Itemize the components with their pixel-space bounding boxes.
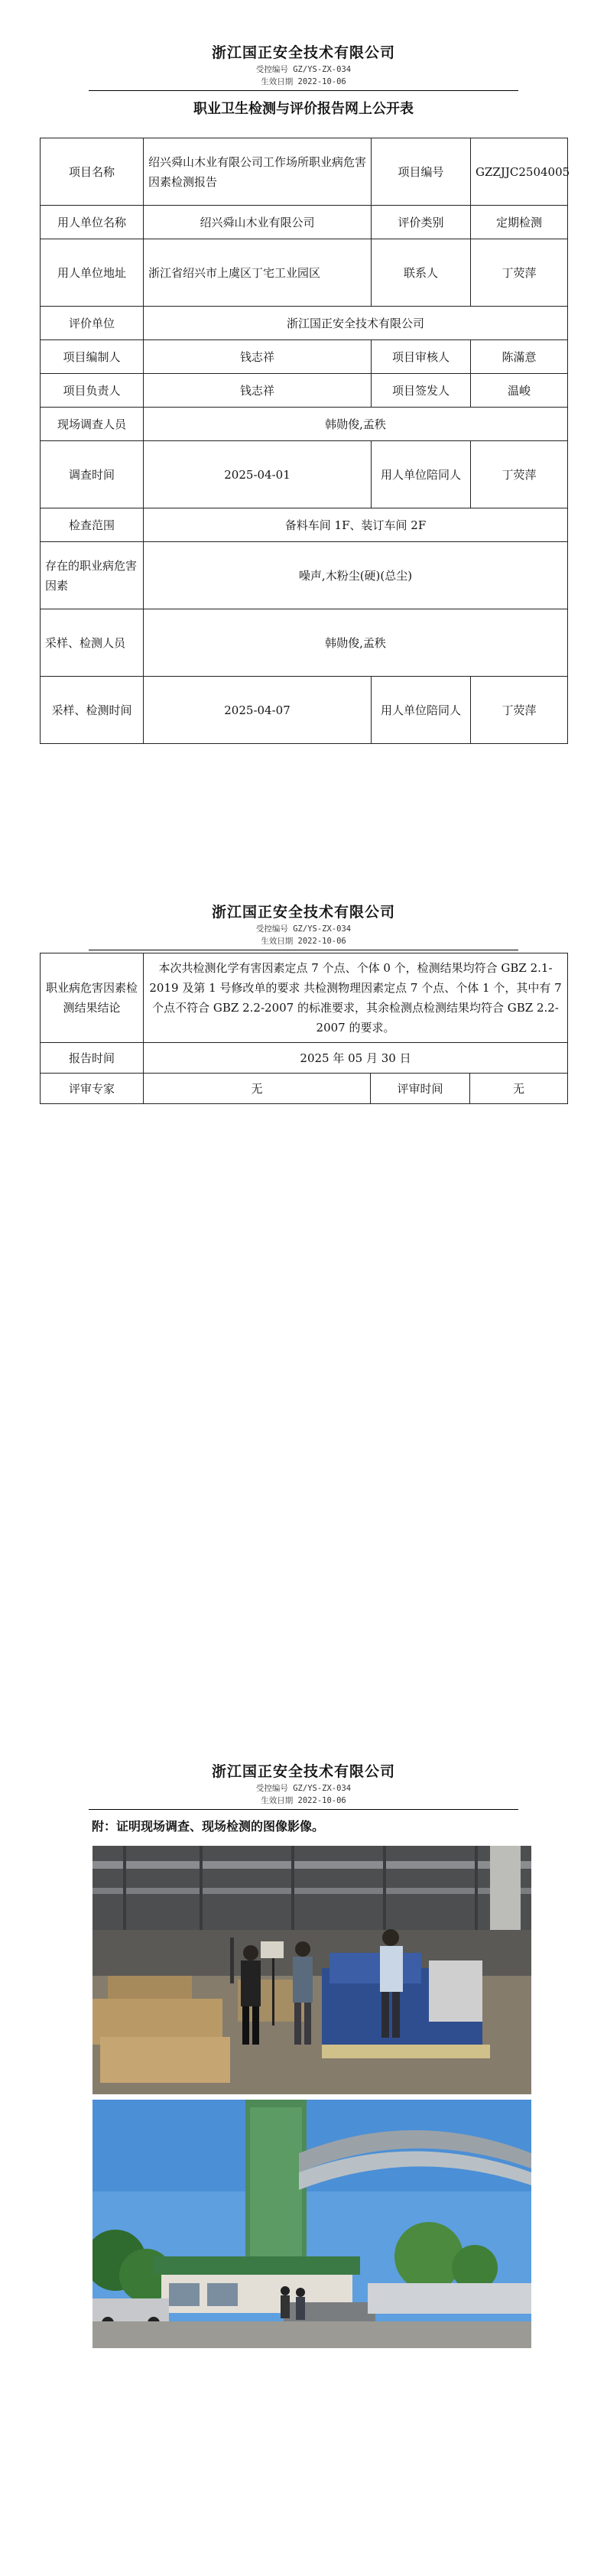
reviewer-value: 陈滿意 <box>471 340 568 374</box>
table-row <box>41 1074 568 1104</box>
contact-value: 丁荧萍 <box>471 239 568 307</box>
issuer-value: 温峻 <box>471 374 568 408</box>
issuer-label: 项目签发人 <box>372 374 471 408</box>
table-row <box>41 508 568 542</box>
employer-label: 用人单位名称 <box>41 206 144 239</box>
scope-label: 检查范围 <box>41 508 144 542</box>
report-time-value: 2025 年 05 月 30 日 <box>144 1043 568 1074</box>
effective-date: 生效日期 2022-10-06 <box>261 77 346 86</box>
survey-staff-value: 韩勋俊,孟秩 <box>144 408 568 441</box>
table-row <box>41 953 568 1043</box>
page-title: 职业卫生检测与评价报告网上公开表 <box>193 101 414 117</box>
accompany2-label: 用人单位陪同人 <box>372 677 471 744</box>
leader-label: 项目负责人 <box>41 374 144 408</box>
table-row <box>41 138 568 206</box>
expert-value: 无 <box>144 1074 371 1104</box>
info-table <box>40 138 568 744</box>
company-name: 浙江国正安全技术有限公司 <box>211 1763 395 1780</box>
sampling-staff-value: 韩勋俊,孟秩 <box>144 609 568 677</box>
attachment-note: 附：证明现场调查、现场检测的图像影像。 <box>92 1819 325 1834</box>
header-rule <box>89 1809 518 1810</box>
factory-gate-photo <box>93 2100 531 2348</box>
table-row <box>41 441 568 508</box>
table-row <box>41 677 568 744</box>
hazards-label: 存在的职业病危害因素 <box>41 542 144 609</box>
company-name: 浙江国正安全技术有限公司 <box>211 44 395 61</box>
review-time-value: 无 <box>470 1074 568 1104</box>
compiler-value: 钱志祥 <box>144 340 372 374</box>
table-row <box>41 206 568 239</box>
project-name-value: 绍兴舜山木业有限公司工作场所职业病危害因素检测报告 <box>144 138 372 206</box>
table-row <box>41 408 568 441</box>
reviewer-label: 项目审核人 <box>372 340 471 374</box>
address-value: 浙江省绍兴市上虞区丁宅工业园区 <box>144 239 372 307</box>
hazards-value: 噪声,木粉尘(硬)(总尘) <box>144 542 568 609</box>
sampling-staff-label: 采样、检测人员 <box>41 609 144 677</box>
survey-time-label: 调查时间 <box>41 441 144 508</box>
control-number: 受控编号 GZ/YS-ZX-034 <box>255 65 352 74</box>
survey-staff-label: 现场调查人员 <box>41 408 144 441</box>
company-name: 浙江国正安全技术有限公司 <box>211 904 395 921</box>
table-row <box>41 239 568 307</box>
conclusion-text: 本次共检测化学有害因素定点 7 个点、个体 0 个，检测结果均符合 GBZ 2.1-2019 及第 1 号修改单的要求 共检测物理因素定点 7 个点、个体 1 个，其中有 7 个点不符合 GBZ 2.2-2007 的标准要求，其余检测点检测结果均符合 GBZ 2.2-2007 的要求。 <box>144 953 568 1043</box>
employer-value: 绍兴舜山木业有限公司 <box>144 206 372 239</box>
scope-value: 备料车间 1F、装订车间 2F <box>144 508 568 542</box>
project-name-label: 项目名称 <box>41 138 144 206</box>
table-row <box>41 340 568 374</box>
project-no-value: GZZJJC2504005 <box>471 138 568 206</box>
control-number: 受控编号 GZ/YS-ZX-034 <box>255 1784 352 1793</box>
eval-type-value: 定期检测 <box>471 206 568 239</box>
conclusion-table <box>40 953 568 1104</box>
accompany-value: 丁荧萍 <box>471 441 568 508</box>
table-row <box>41 1043 568 1074</box>
table-row <box>41 542 568 609</box>
factory-interior-photo <box>93 1846 531 2094</box>
conclusion-label: 职业病危害因素检测结果结论 <box>41 953 144 1043</box>
report-time-label: 报告时间 <box>41 1043 144 1074</box>
compiler-label: 项目编制人 <box>41 340 144 374</box>
factory-interior-illustration <box>93 1846 531 2094</box>
eval-unit-label: 评价单位 <box>41 307 144 340</box>
table-row <box>41 307 568 340</box>
header-rule <box>89 90 518 91</box>
sampling-time-label: 采样、检测时间 <box>41 677 144 744</box>
accompany2-value: 丁荧萍 <box>471 677 568 744</box>
project-no-label: 项目编号 <box>372 138 471 206</box>
sampling-time-value: 2025-04-07 <box>144 677 372 744</box>
table-row <box>41 609 568 677</box>
accompany-label: 用人单位陪同人 <box>372 441 471 508</box>
effective-date: 生效日期 2022-10-06 <box>261 937 346 946</box>
eval-type-label: 评价类别 <box>372 206 471 239</box>
leader-value: 钱志祥 <box>144 374 372 408</box>
control-number: 受控编号 GZ/YS-ZX-034 <box>255 924 352 934</box>
eval-unit-value: 浙江国正安全技术有限公司 <box>144 307 568 340</box>
effective-date: 生效日期 2022-10-06 <box>261 1796 346 1805</box>
review-time-label: 评审时间 <box>371 1074 470 1104</box>
table-row <box>41 374 568 408</box>
address-label: 用人单位地址 <box>41 239 144 307</box>
contact-label: 联系人 <box>372 239 471 307</box>
factory-gate-illustration <box>93 2100 531 2348</box>
survey-time-value: 2025-04-01 <box>144 441 372 508</box>
expert-label: 评审专家 <box>41 1074 144 1104</box>
